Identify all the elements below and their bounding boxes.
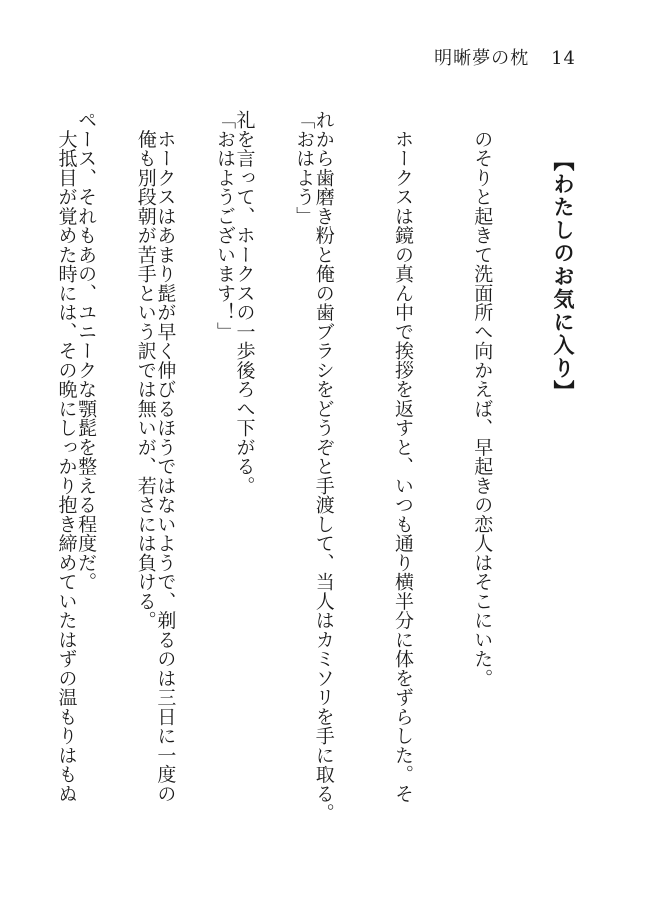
text-line: 「おはよう」 (293, 110, 316, 226)
text-line: ペース、それもあの、ユニークな顎髭を整える程度だ。 (75, 110, 98, 592)
text-line: ホークスはあまり髭が早く伸びるほうではないようで、剃るのは三日に一度の (154, 110, 177, 803)
chapter-heading: 【わたしのお気に入り】 (551, 150, 576, 403)
body-text-block-2 (46, 110, 548, 822)
text-line: のそりと起きて洗面所へ向かえば、早起きの恋人はそこにいた。 (471, 110, 494, 688)
text-line: れから歯磨き粉と俺の歯ブラシをどうぞと手渡して、当人はカミソリを手に取る。 (312, 110, 335, 823)
page-number: 14 (551, 48, 576, 69)
text-line: ホークスは鏡の真ん中で挨拶を返すと、いつも通り横半分に体をずらした。そ (391, 110, 414, 803)
running-header (434, 44, 576, 70)
book-title: 明晰夢の枕 (434, 48, 530, 69)
text-line: 大抵目が覚めた時には、その晩にしっかり抱き締めていたはずの温もりはもぬ (55, 110, 78, 803)
text-line: 俺も別段朝が苦手という訳では無いが、若さには負ける。 (134, 110, 157, 630)
text-line: 「おはようございます！」 (213, 110, 236, 341)
text-line: 礼を言って、ホークスの一歩後ろへ下がる。 (233, 110, 256, 495)
